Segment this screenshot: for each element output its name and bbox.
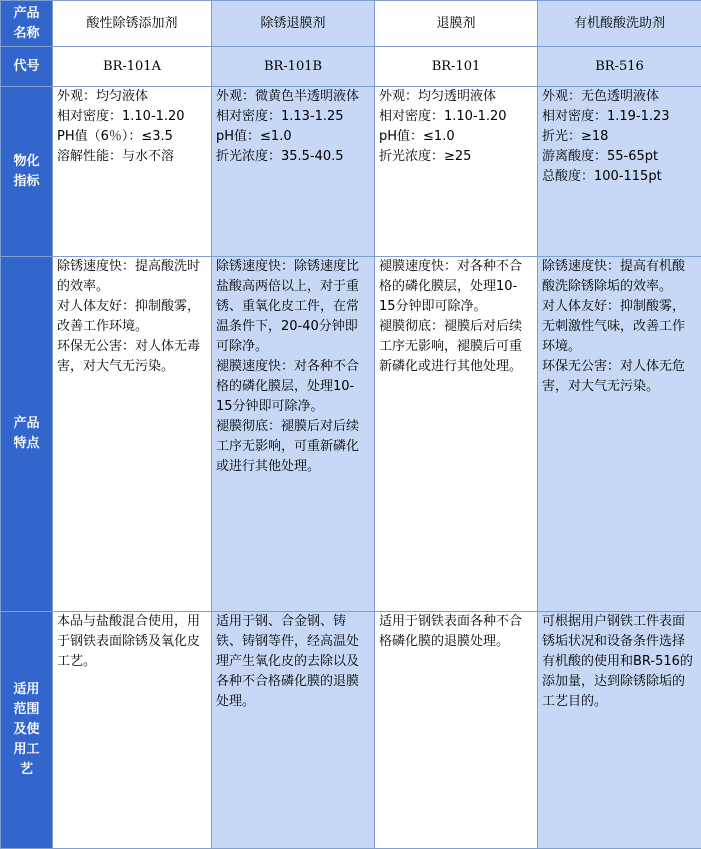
- row-label-properties: 物化 指标: [1, 87, 53, 257]
- features-cell: 除锈速度快：除锈速度比盐酸高两倍以上，对于重锈、重氧化皮工件，在常温条件下，20-40分钟即可除净。 褪膜速度快：对各种不合格的磷化膜层，处理10-15分钟即可除净。 褪膜彻底：褪膜后对后续工序无影响，可重新磷化或进行其他处理。: [212, 257, 375, 612]
- row-label-code: 代号: [1, 47, 53, 87]
- scope-cell: 本品与盐酸混合使用，用于钢铁表面除锈及氧化皮工艺。: [53, 612, 212, 849]
- row-label-name: 产品 名称: [1, 1, 53, 47]
- features-cell: 除锈速度快：提高酸洗时的效率。 对人体友好：抑制酸雾，改善工作环境。 环保无公害：对人体无毒害，对大气无污染。: [53, 257, 212, 612]
- product-code-cell: BR-101A: [53, 47, 212, 87]
- features-cell: 褪膜速度快：对各种不合格的磷化膜层，处理10-15分钟即可除净。 褪膜彻底：褪膜后对后续工序无影响，褪膜后可重新磷化或进行其他处理。: [375, 257, 538, 612]
- properties-cell: 外观：无色透明液体 相对密度：1.19-1.23 折光：≥18 游离酸度：55-65pt 总酸度：100-115pt: [538, 87, 701, 257]
- row-product-code: [1, 47, 701, 87]
- scope-cell: 适用于钢、合金钢、铸铁、铸钢等件，经高温处理产生氧化皮的去除以及各种不合格磷化膜的退膜处理。: [212, 612, 375, 849]
- properties-cell: 外观：微黄色半透明液体 相对密度：1.13-1.25 pH值：≤1.0 折光浓度：35.5-40.5: [212, 87, 375, 257]
- row-properties: [1, 87, 701, 257]
- product-code-cell: BR-101B: [212, 47, 375, 87]
- properties-cell: 外观：均匀透明液体 相对密度：1.10-1.20 pH值：≤1.0 折光浓度：≥25: [375, 87, 538, 257]
- product-name-cell: 除锈退膜剂: [212, 1, 375, 47]
- product-name-cell: 酸性除锈添加剂: [53, 1, 212, 47]
- product-code-cell: BR-101: [375, 47, 538, 87]
- row-features: [1, 257, 701, 612]
- scope-cell: 可根据用户钢铁工件表面锈垢状况和设备条件选择有机酸的使用和BR-516的添加量，达到除锈除垢的工艺目的。: [538, 612, 701, 849]
- properties-cell: 外观：均匀液体 相对密度：1.10-1.20 PH值（6％）：≤3.5 溶解性能：与水不溶: [53, 87, 212, 257]
- product-name-cell: 有机酸酸洗助剂: [538, 1, 701, 47]
- scope-cell: 适用于钢铁表面各种不合格磷化膜的退膜处理。: [375, 612, 538, 849]
- row-product-name: [1, 1, 701, 47]
- features-cell: 除锈速度快：提高有机酸酸洗除锈除垢的效率。 对人体友好：抑制酸雾，无刺激性气味，改善工作环境。 环保无公害：对人体无危害，对大气无污染。: [538, 257, 701, 612]
- row-scope: [1, 612, 701, 849]
- row-label-scope: 适用 范围 及使 用工 艺: [1, 612, 53, 849]
- product-name-cell: 退膜剂: [375, 1, 538, 47]
- row-label-features: 产品 特点: [1, 257, 53, 612]
- product-code-cell: BR-516: [538, 47, 701, 87]
